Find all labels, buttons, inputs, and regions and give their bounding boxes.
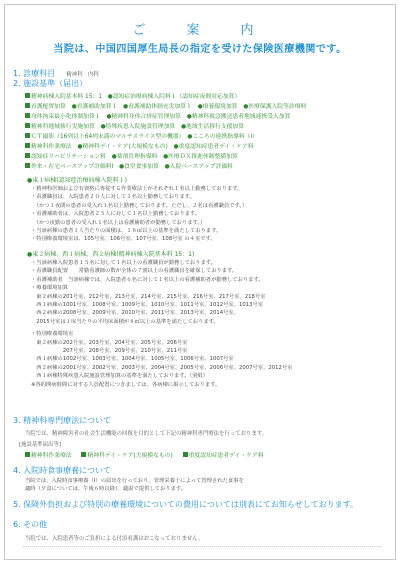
ward2-details: ・当該病棟入院患者１５名に対して１名以上の看護職員が勤務しております。 ・看護職員配置 常勤看護師の数が全体の７割以上の看護職員を確保しております。 ・看護補助者 当該病棟では、入院患者６名に対して１名以上の看護補助者が勤務しております。 ・療養環境加算 東２病棟の201号室、212号室、213号室、214号室、215号室、216号室、217号室、218号室 西１病棟の1001号室、1008号室、1009号室、1010号室、1011号室、1012号室、1013号室 西２病棟の2008号室、2009号室、2010号室、2011号室、2013号室、2014号室、 2015号室は１床当たりの平均床面積が８㎡以上の基準を満たしております。 ・特別療養環境室 東２病棟の202号室、203号室、204号室、205号室、206号室 207号室、208号室、209号室、210号室、211号室 西１病棟の1002号室、1003号室、1004号室、1005号室、1006号室、1007号室 西２病棟の2001号室、2002号室、2003号室、2004号室、2005号室、2006号室、2007号室、2012号室 西１病棟特殊疾患入院施設管理加算の基準を満たしております。（別紙） ※各的開病時間に対する人員配置につきましては、各病棟に掲示しております。 (31, 260, 293, 388)
ward1-details: ・精神科医師および有資格に専従する作業療法士がそれぞれ１名以上勤務しております。 ・看護職員は、入院患者２０人に対して１名以上勤務しております。 （かつ１夜間の患者の受入れ１名以上勤務しております。ただし、２名は看護職員です。） ・看護補助者は、入院患者２５人に対して１名以上勤務しております。 （かつ夜勤の患者の受入れ１名以上は看護補助者が勤務しております。） ・当該病棟の患者１人当たりの面積は、１８㎡以上の基準を満たしております。 ・特別療養環境室は、105号室、106号室、107号室、108号室 の４室です。 (31, 186, 248, 243)
section-1-heading: 1. 診療科目 (13, 69, 56, 78)
facility-row: 精神科地域移行実施加算 ●特殊疾患入院施設管理加算 ●地域生活移行支援加算 (25, 121, 244, 130)
section-2-heading: 2. 施設基準（届出） (13, 79, 88, 88)
facility-row: 外来・在宅ベースアップ評価料Ⅰ ●食堂食事加算 ●入院ベースアップ評価料 (25, 161, 233, 170)
page-subtitle: 当院は、中国四国厚生局長の指定を受けた保険医療機関です。 (53, 44, 347, 55)
facility-row: ＣＴ撮影（16列以上64列未満のマルチスライス型の機器） ●こころの連携指導料（Ⅰ） (25, 131, 258, 140)
ward2-title: ●東２病棟、西１病棟、西２病棟(精神病棟入院基本料 15：1) (27, 251, 195, 258)
section-6-heading: 6. その他 (13, 520, 48, 529)
facility-row: 認知症リハビリテーション料 ●薬剤管理指導料 ●医療ＤＸ推進体制整備加算 (25, 151, 238, 160)
section-6-body: 当院では、入院患者等のご負担による付添看護はおこなっておりません。 (25, 536, 204, 542)
section-4-heading: 4. 入院時食事療養について (13, 466, 112, 475)
facility-row: 精神病棟入院基本料 15：1 ●認知症治療病棟入院料１（認知症夜間対応加算） (25, 91, 240, 100)
section-3-items: 精神科作業療法 精神科デイ・ケア(大規模なもの) 重度認知症患者デイ・ケア料 (25, 450, 264, 459)
facility-row: 看護配置加算 ●看護補助加算１ ●看護補助体制充実加算１ ●療養環境加算 ●医療保護入院等診療料 (25, 101, 306, 110)
page-title: ご 案 内 (132, 23, 268, 38)
dotted-divider (23, 546, 381, 547)
section-4-body: 当院では、入院時食事療養（Ⅰ）の届出を行っており、管理栄養士によって管理された食事を 適時（夕食については、午後６時以降）、適温で提供しております。 (25, 478, 244, 493)
section-1-value: 精神科 内科 (66, 72, 99, 78)
facility-row: 身体拘束最小化体制加算１ ●精神科身体合併症管理加算 ●精神科救急搬送患者地域連携受入加算 (25, 111, 290, 120)
section-3-label: [施設基準届出等] (19, 442, 61, 448)
ward1-title: ●東１病棟(認知症治療病棟入院料１) (27, 177, 127, 184)
facility-row: 精神科作業療法 ●精神科デイ・ケア(大規模なもの) ●重度認知症患者デイ・ケア料 (25, 141, 254, 150)
notice-frame (4, 4, 396, 560)
section-3-body: 当院では、精神障害者の社会生活機能の回復を目的として下記の精神科専門療法を行っております。 (25, 431, 268, 437)
section-5-heading: 5. 保険外負担および特別の療養環境についての費用については別表にてお知らせしております。 (13, 500, 358, 509)
section-3-heading: 3. 精神科専門療法について (13, 416, 112, 425)
